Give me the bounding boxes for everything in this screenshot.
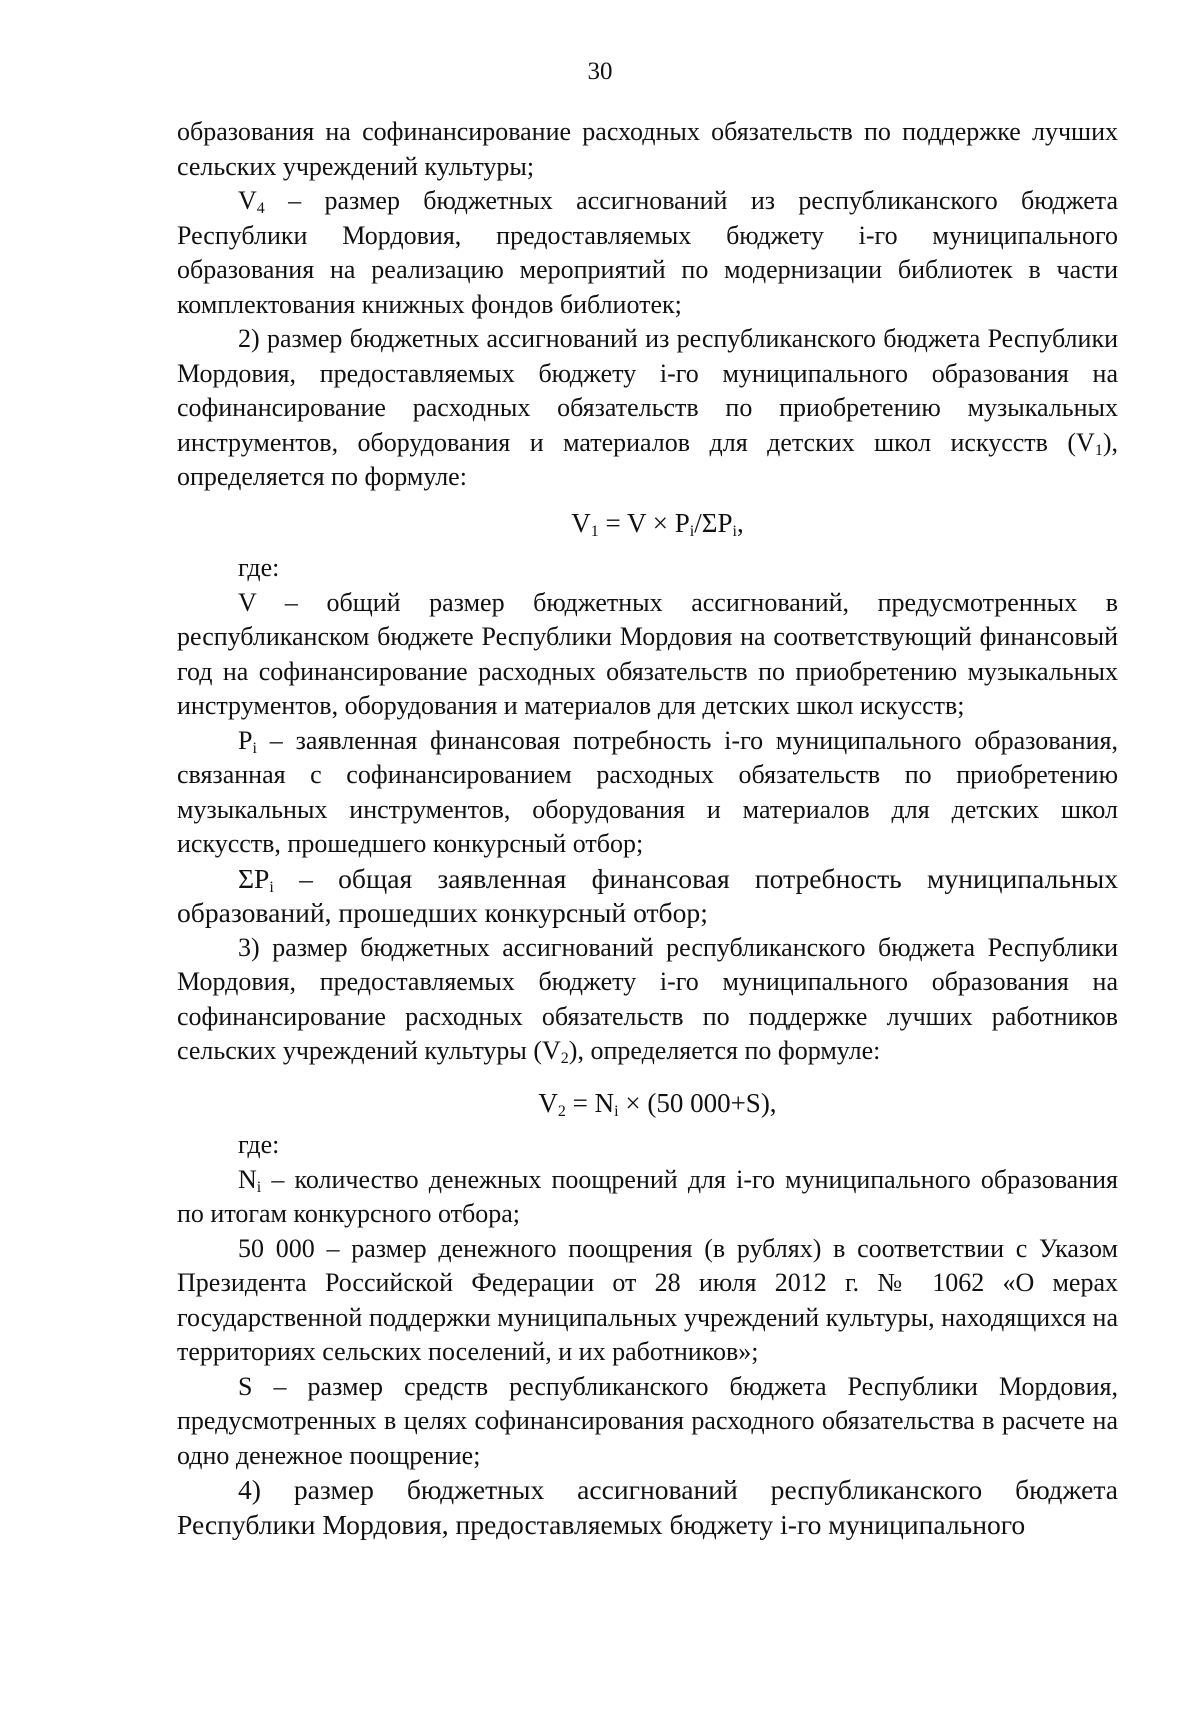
where-label-2: где:	[238, 1130, 280, 1159]
definition-s: S – размер средств республиканского бюджета Республики Мордовия, предусмотренных в целях софинансирования расходного обязательства в расчете на одно денежное поощрение;	[177, 1371, 1118, 1470]
sum-pi-text: – общая заявленная финансовая потребность муниципальных образований, прошедших конкурсный отбор;	[177, 862, 1118, 928]
item-2	[177, 322, 1118, 495]
definition-ni	[177, 1163, 1118, 1232]
sum-pi-symbol: ΣP	[238, 862, 270, 894]
formula-v2	[177, 1086, 1118, 1121]
definition-v: V – общий размер бюджетных ассигнований, предусмотренных в республиканском бюджете Республики Мордовия на соответствующий финансовый год на софинансирование расходных обязательств по приобретению музыкальных инструментов, оборудования и материалов для детских школ искусств;	[177, 587, 1118, 720]
where-label-1: где:	[238, 553, 280, 582]
item-4: 4) размер бюджетных ассигнований республиканского бюджета Республики Мордовия, предоставляемых бюджету i-го муниципального	[177, 1474, 1118, 1540]
ni-subscript: i	[256, 1178, 262, 1196]
ni-text: – количество денежных поощрений для i-го муниципального образования по итогам конкурсного отбора;	[177, 1164, 1118, 1228]
definition-50000: 50 000 – размер денежного поощрения (в рублях) в соответствии с Указом Президента Российской Федерации от 28 июля 2012 г. № 1062 «О мерах государственной поддержки муниципальных учреждений культуры, находящихся на территориях сельских поселений, и их работников»;	[177, 1233, 1118, 1366]
v4-symbol: V	[238, 186, 257, 215]
formula-v2-part-b: = N	[565, 1087, 615, 1118]
sum-pi-subscript: i	[269, 878, 274, 896]
pi-text: – заявленная финансовая потребность i-го муниципального образования, связанная с софинансированием расходных обязательств по приобретению музыкальных инструментов, оборудования и материалов для детских школ искусств, прошедшего конкурсный отбор;	[177, 725, 1118, 858]
definition-v4	[177, 184, 1118, 322]
formula-v2-sub-1: 2	[557, 1102, 566, 1120]
item-2-subscript: 1	[1094, 441, 1103, 459]
formula-v1-part-d: ,	[736, 507, 744, 538]
item-3-subscript: 2	[560, 1050, 569, 1067]
ni-symbol: N	[238, 1164, 257, 1194]
formula-v2-part-a: V	[538, 1087, 558, 1118]
formula-v1	[177, 506, 1118, 541]
pi-symbol: P	[238, 725, 253, 755]
item-3-text-a: 3) размер бюджетных ассигнований республиканского бюджета Республики Мордовия, предоставляемых бюджету i-го муниципального образования на софинансирование расходных обязательств по поддержке лучших работников сельских учреждений культуры (V	[177, 932, 1118, 1065]
item-3	[177, 931, 1118, 1069]
v4-subscript: 4	[256, 200, 265, 217]
item-3-text-b: ), определяется по формуле:	[568, 1036, 881, 1065]
formula-v2-part-c: × (50 000+S),	[618, 1087, 777, 1118]
paragraph-continuation: образования на софинансирование расходных обязательств по поддержке лучших сельских учреждений культуры;	[177, 117, 1118, 181]
formula-v1-sub-3: i	[732, 522, 737, 540]
document-body	[177, 115, 1118, 1542]
v4-text: – размер бюджетных ассигнований из республиканского бюджета Республики Мордовия, предоставляемых бюджету i-го муниципального образования на реализацию мероприятий по модернизации библиотек в части комплектования книжных фондов библиотек;	[177, 186, 1118, 319]
item-2-text-a: 2) размер бюджетных ассигнований из республиканского бюджета Республики Мордовия, предоставляемых бюджету i-го муниципального образования на софинансирование расходных обязательств по приобретению музыкальных инструментов, оборудования и материалов для детских школ искусств (V	[177, 324, 1118, 457]
item-2-text-b: ), определяется по формуле:	[177, 427, 1118, 491]
formula-v1-part-a: V	[571, 507, 591, 538]
formula-v1-part-c: /ΣP	[694, 507, 733, 538]
formula-v2-sub-2: i	[614, 1102, 619, 1120]
formula-v1-part-b: = V × P	[598, 507, 690, 538]
formula-v1-sub-1: 1	[590, 522, 599, 540]
page-number: 30	[587, 58, 613, 85]
formula-v1-sub-2: i	[689, 522, 695, 540]
definition-sum-pi	[177, 862, 1118, 931]
pi-subscript: i	[252, 739, 257, 757]
definition-pi	[177, 724, 1118, 862]
